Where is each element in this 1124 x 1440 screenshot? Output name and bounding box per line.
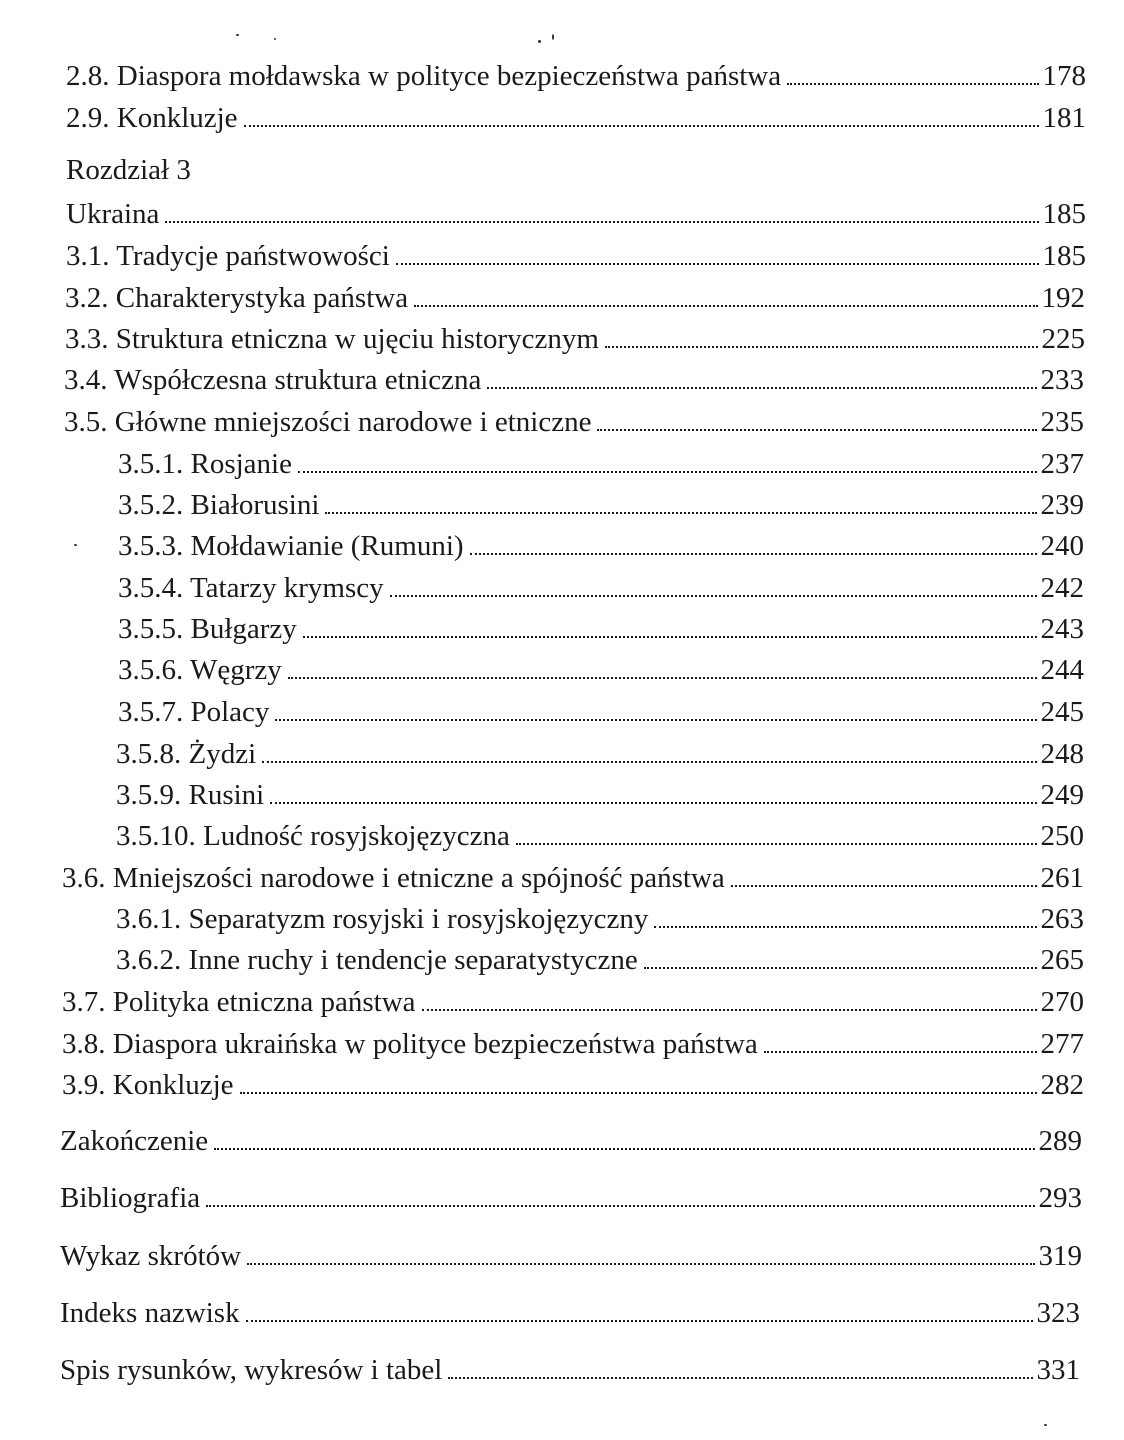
toc-entry (64, 362, 1084, 398)
dot-leader (654, 926, 1036, 928)
toc-entry (116, 942, 1084, 978)
toc-entry (64, 404, 1084, 440)
toc-entry-page: 233 (1040, 364, 1084, 396)
toc-entry-label: 3.5.5. Bułgarzy (118, 613, 297, 645)
toc-entry (60, 1352, 1080, 1388)
dot-leader (644, 967, 1037, 969)
toc-entry-label: 3.6.2. Inne ruchy i tendencje separatystyczne (116, 944, 638, 976)
scan-speck (74, 544, 77, 546)
toc-entry-page: 192 (1041, 282, 1085, 314)
toc-entry-page: 265 (1040, 944, 1084, 976)
toc-entry (65, 321, 1085, 357)
dot-leader (270, 802, 1036, 804)
toc-entry (62, 1067, 1084, 1103)
toc-entry-page: 293 (1038, 1182, 1082, 1214)
dot-leader (414, 305, 1037, 307)
scan-speck (552, 34, 554, 40)
toc-entry-label: 2.8. Diaspora mołdawska w polityce bezpieczeństwa państwa (66, 60, 782, 92)
toc-entry (118, 694, 1084, 730)
toc-entry-label: 3.2. Charakterystyka państwa (65, 282, 409, 314)
scan-speck (236, 34, 239, 36)
toc-entry-label: 3.5.2. Białorusini (118, 489, 320, 521)
dot-leader (470, 553, 1037, 555)
toc-entry-page: 331 (1036, 1354, 1080, 1386)
toc-entry-page: 181 (1042, 102, 1086, 134)
toc-entry-label: 3.5.3. Mołdawianie (Rumuni) (118, 530, 464, 562)
dot-leader (288, 677, 1037, 679)
dot-leader (422, 1009, 1037, 1011)
toc-entry-page: 282 (1040, 1069, 1084, 1101)
toc-entry (116, 736, 1084, 772)
toc-entry-page: 270 (1040, 986, 1084, 1018)
dot-leader (597, 429, 1036, 431)
toc-entry-page: 178 (1042, 60, 1086, 92)
dot-leader (516, 843, 1037, 845)
toc-entry-page: 185 (1042, 198, 1086, 230)
toc-entry-label: 3.6. Mniejszości narodowe i etniczne a spójność państwa (62, 862, 725, 894)
toc-entry-label: 3.5.9. Rusini (116, 779, 265, 811)
toc-entry-label: 3.1. Tradycje państwowości (66, 240, 390, 272)
dot-leader (247, 1263, 1034, 1265)
toc-entry (62, 984, 1084, 1020)
toc-entry-label: 3.8. Diaspora ukraińska w polityce bezpieczeństwa państwa (62, 1028, 758, 1060)
toc-entry-page: 248 (1040, 738, 1084, 770)
toc-entry-label: 2.9. Konkluzje (66, 102, 238, 134)
toc-entry-label: 3.4. Współczesna struktura etniczna (64, 364, 482, 396)
dot-leader (396, 263, 1039, 265)
toc-entry-page: 250 (1040, 820, 1084, 852)
dot-leader (262, 761, 1036, 763)
toc-entry (116, 901, 1084, 937)
dot-leader (246, 1320, 1033, 1322)
dot-leader (275, 719, 1036, 721)
toc-entry (66, 196, 1086, 232)
toc-entry-page: 289 (1038, 1125, 1082, 1157)
toc-entry-page: 243 (1040, 613, 1084, 645)
toc-entry-label: 3.5.7. Polacy (118, 696, 270, 728)
toc-entry-label: 3.9. Konkluzje (62, 1069, 234, 1101)
dot-leader (244, 125, 1039, 127)
toc-entry-label: Spis rysunków, wykresów i tabel (60, 1354, 443, 1386)
toc-entry-page: 242 (1040, 572, 1084, 604)
toc-entry-page: 263 (1040, 903, 1084, 935)
toc-entry (116, 818, 1084, 854)
toc-entry-label: Bibliografia (60, 1182, 201, 1214)
toc-entry-page: 239 (1040, 489, 1084, 521)
toc-entry (118, 487, 1084, 523)
toc-entry-label: 3.5.6. Węgrzy (118, 654, 282, 686)
toc-entry (118, 652, 1084, 688)
dot-leader (165, 221, 1038, 223)
dot-leader (214, 1148, 1034, 1150)
scan-speck (274, 38, 276, 40)
toc-entry-page: 235 (1040, 406, 1084, 438)
toc-entry-label: 3.5.1. Rosjanie (118, 448, 292, 480)
toc-entry-page: 277 (1040, 1028, 1084, 1060)
dot-leader (298, 471, 1037, 473)
toc-entry-page: 240 (1040, 530, 1084, 562)
toc-entry (65, 280, 1085, 316)
toc-entry (118, 611, 1084, 647)
toc-entry (66, 58, 1086, 94)
dot-leader (487, 387, 1036, 389)
toc-entry (60, 1123, 1082, 1159)
toc-entry-page: 244 (1040, 654, 1084, 686)
scan-speck (1044, 1424, 1047, 1426)
scan-speck (538, 40, 541, 43)
toc-entry (60, 1180, 1082, 1216)
toc-entry-page: 323 (1036, 1297, 1080, 1329)
toc-entry (116, 777, 1084, 813)
toc-entry-label: 3.7. Polityka etniczna państwa (62, 986, 416, 1018)
toc-entry-label: Wykaz skrótów (60, 1240, 242, 1272)
toc-entry-page: 319 (1038, 1240, 1082, 1272)
toc-entry-label: 3.5.4. Tatarzy krymscy (118, 572, 384, 604)
dot-leader (605, 346, 1038, 348)
toc-entry (66, 100, 1086, 136)
dot-leader (787, 83, 1038, 85)
toc-entry-label: 3.6.1. Separatyzm rosyjski i rosyjskojęzyczny (116, 903, 649, 935)
toc-entry (60, 1295, 1080, 1331)
toc-entry-label: 3.3. Struktura etniczna w ujęciu historycznym (65, 323, 599, 355)
toc-entry-label: Indeks nazwisk (60, 1297, 240, 1329)
toc-entry (66, 238, 1086, 274)
chapter-heading: Rozdział 3 (66, 154, 191, 186)
toc-entry-label: Ukraina (66, 198, 160, 230)
dot-leader (390, 595, 1037, 597)
toc-entry (118, 528, 1084, 564)
dot-leader (206, 1205, 1034, 1207)
toc-entry-label: 3.5.8. Żydzi (116, 738, 257, 770)
dot-leader (764, 1051, 1037, 1053)
toc-entry-page: 237 (1040, 448, 1084, 480)
toc-entry-page: 261 (1040, 862, 1084, 894)
toc-entry-page: 185 (1042, 240, 1086, 272)
toc-entry-page: 225 (1041, 323, 1085, 355)
toc-entry-page: 249 (1040, 779, 1084, 811)
toc-entry (62, 1026, 1084, 1062)
toc-entry-label: 3.5. Główne mniejszości narodowe i etniczne (64, 406, 592, 438)
toc-entry (118, 570, 1084, 606)
toc-entry (118, 446, 1084, 482)
toc-entry-label: Zakończenie (60, 1125, 209, 1157)
toc-entry (62, 860, 1084, 896)
toc-entry (60, 1238, 1082, 1274)
dot-leader (731, 885, 1037, 887)
dot-leader (448, 1377, 1032, 1379)
toc-entry-page: 245 (1040, 696, 1084, 728)
dot-leader (325, 512, 1036, 514)
dot-leader (240, 1092, 1037, 1094)
toc-entry-label: 3.5.10. Ludność rosyjskojęzyczna (116, 820, 510, 852)
dot-leader (303, 636, 1037, 638)
